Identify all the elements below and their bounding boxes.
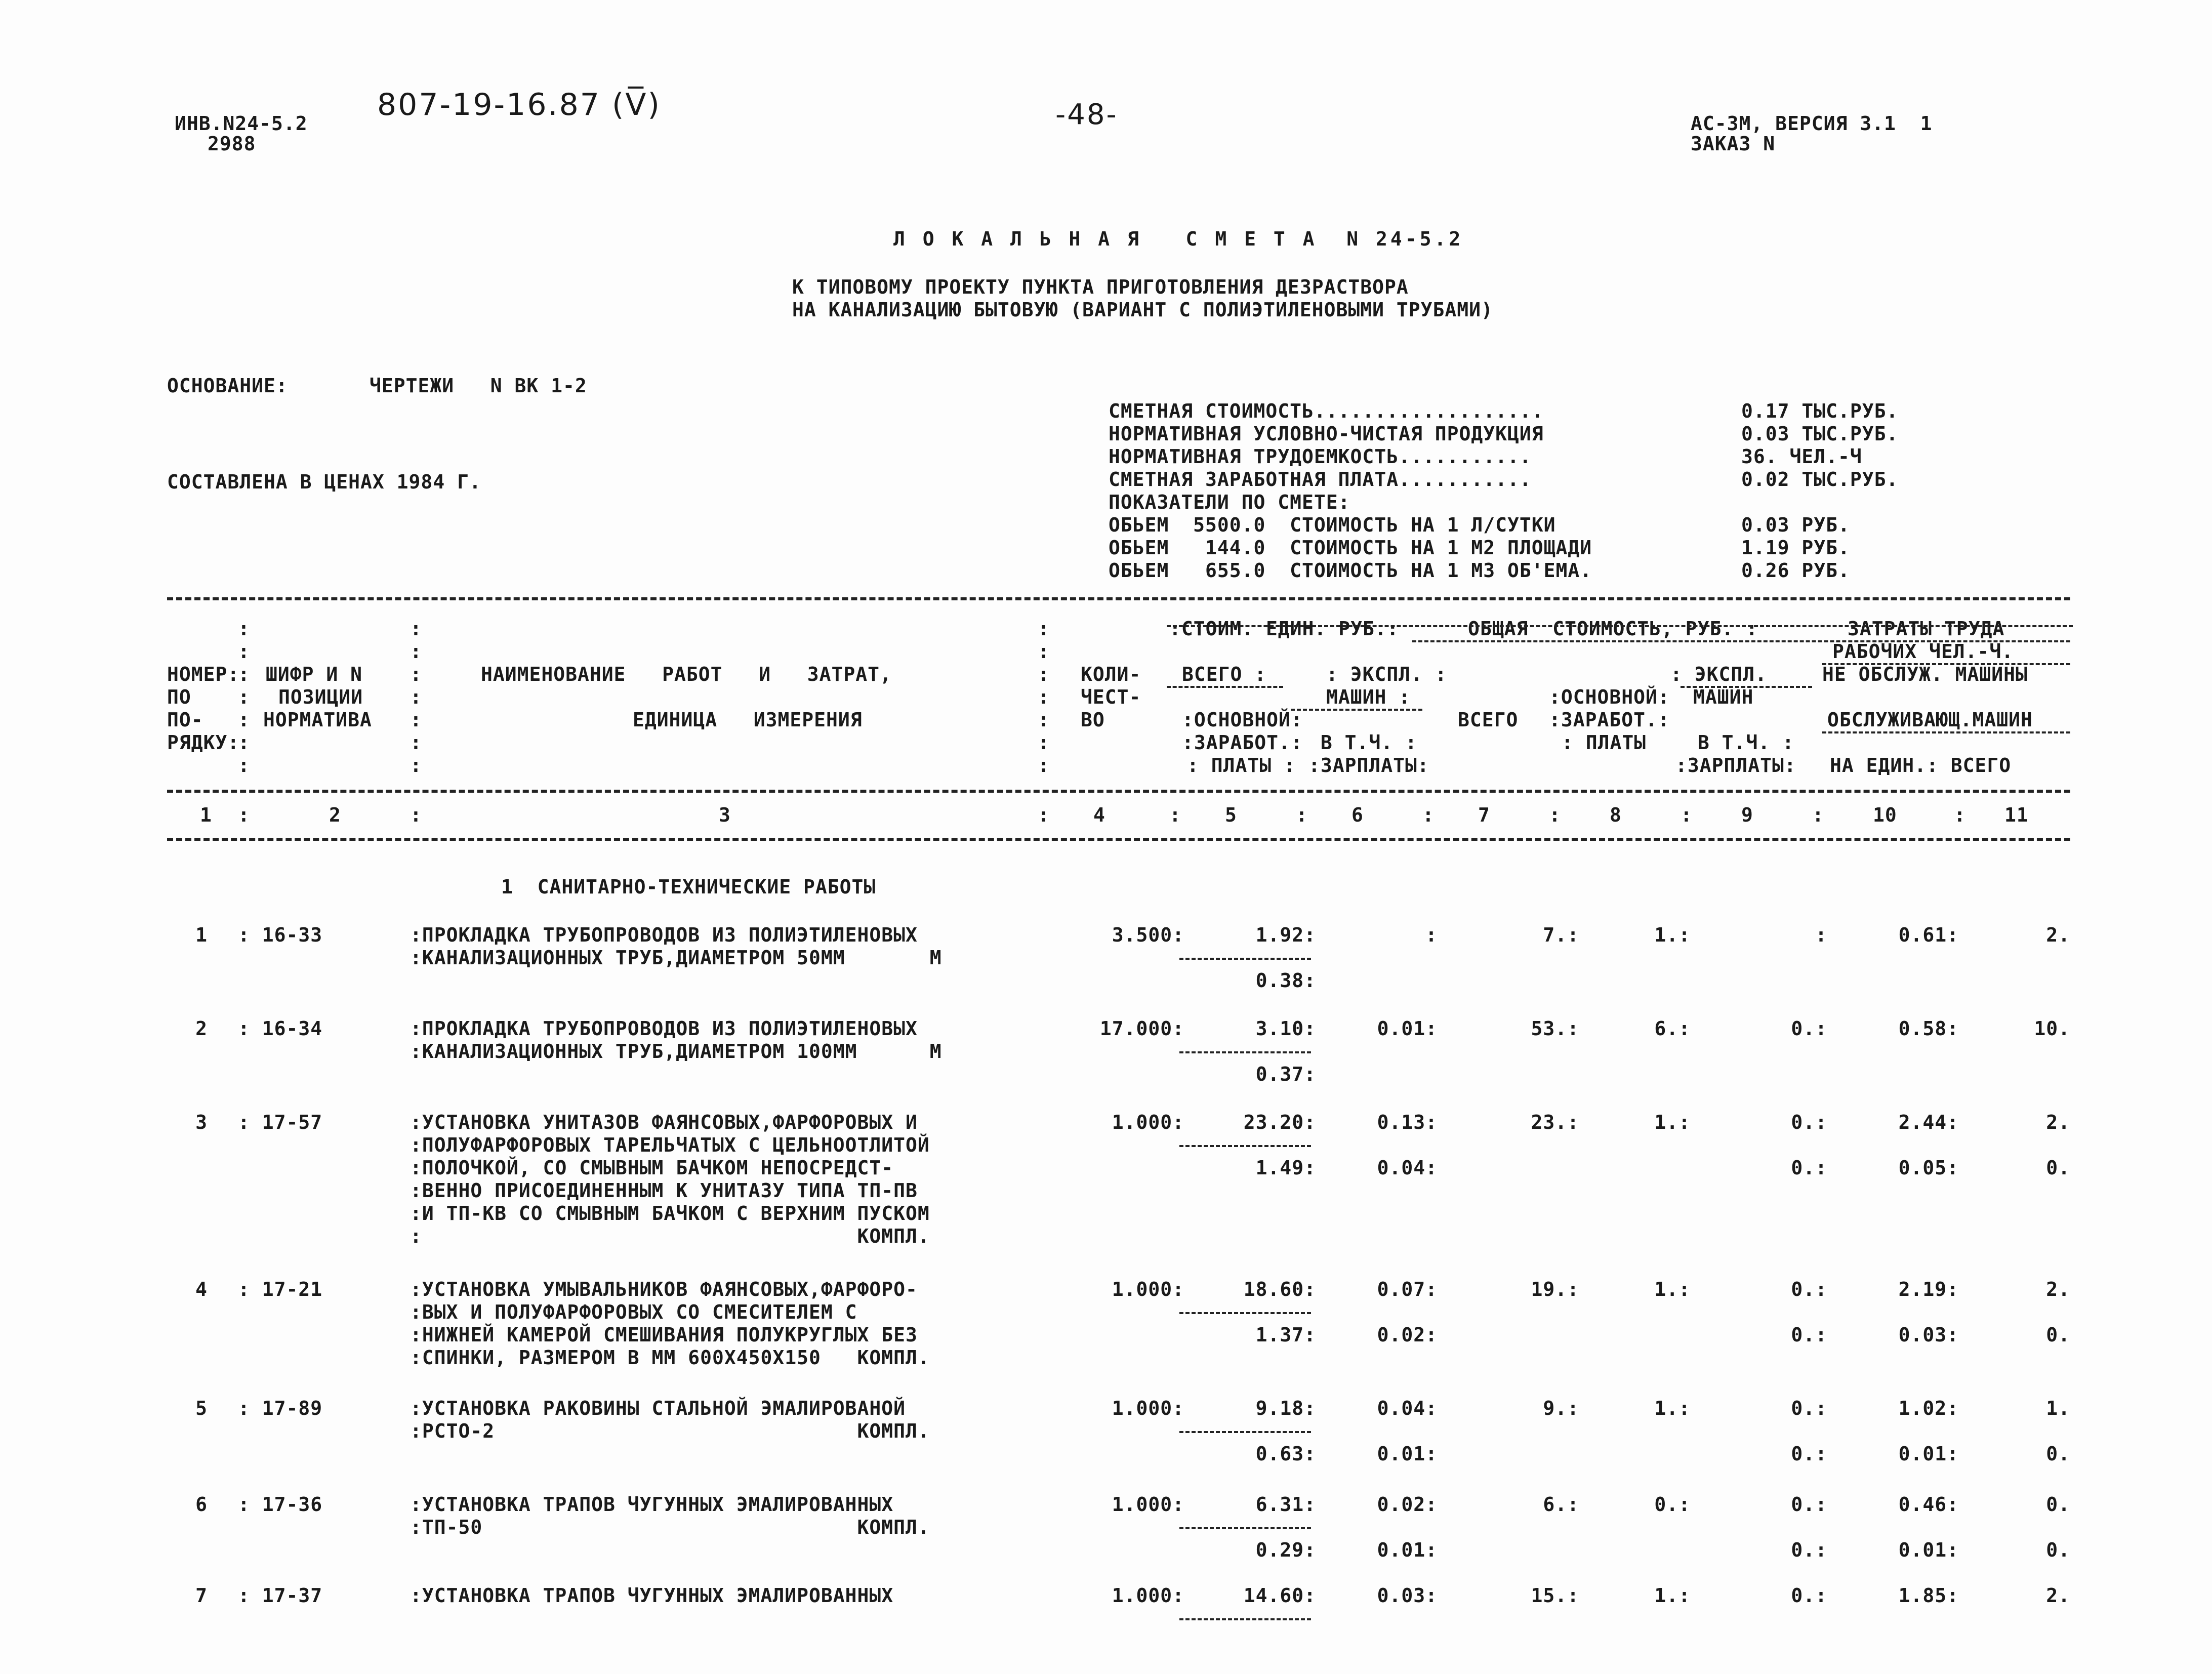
total-cost: 15.:	[1531, 1584, 1579, 1607]
labor-total-machines: 0.	[2046, 1443, 2070, 1465]
row-sub-rule	[1179, 1431, 1311, 1433]
column-separator: :	[410, 754, 422, 777]
row-sub-rule	[1179, 1145, 1311, 1147]
work-name: :РСТО-2 КОМПЛ.	[410, 1420, 930, 1442]
header-row-number: НОМЕР:	[167, 663, 240, 685]
header-incl: В Т.Ч. :	[1308, 731, 1417, 754]
labor-per-unit: 2.44:	[1898, 1111, 1959, 1133]
summary-value: 0.26 РУБ.	[1741, 559, 1850, 582]
total-wages: 1.:	[1654, 1584, 1691, 1607]
total-wages: 0.:	[1654, 1493, 1691, 1516]
row-number: 2	[195, 1017, 208, 1040]
column-separator: :	[1812, 804, 1824, 826]
work-name: :ПОЛУФАРФОРОВЫХ ТАРЕЛЬЧАТЫХ С ЦЕЛЬНООТЛИТОЙ	[410, 1134, 930, 1156]
total-op-wages: 0.:	[1791, 1157, 1827, 1179]
column-number: 4	[1093, 804, 1105, 826]
summary-label: СМЕТНАЯ СТОИМОСТЬ...................	[1109, 400, 1544, 422]
total-cost: 19.:	[1531, 1278, 1579, 1300]
work-name: :ПРОКЛАДКА ТРУБОПРОВОДОВ ИЗ ПОЛИЭТИЛЕНОВЫХ	[410, 924, 918, 946]
column-separator: :	[1296, 804, 1308, 826]
norm-code: : 17-21	[238, 1278, 323, 1300]
handwritten-project-code: 807-19-16.87 (V̅)	[377, 87, 661, 123]
total-op-wages: 0.:	[1791, 1539, 1827, 1561]
header-total-7: ВСЕГО	[1458, 709, 1519, 731]
total-cost: 7.:	[1543, 924, 1579, 946]
basis-label: ОСНОВАНИЕ:	[167, 375, 288, 397]
unit-cost-total: 9.18:	[1255, 1397, 1316, 1419]
summary-value: 0.03 РУБ.	[1741, 514, 1850, 536]
header-rule-bottom	[167, 838, 2070, 841]
work-name: :УСТАНОВКА УМЫВАЛЬНИКОВ ФАЯНСОВЫХ,ФАРФОРО-	[410, 1278, 918, 1300]
total-operation: 0.:	[1791, 1397, 1827, 1419]
row-sub-rule	[1179, 1051, 1311, 1053]
work-name: :ВЫХ И ПОЛУФАРФОРОВЫХ СО СМЕСИТЕЛЕМ С	[410, 1301, 857, 1323]
column-number: 9	[1741, 804, 1753, 826]
header-labor-sub: РАБОЧИХ ЧЕЛ.-Ч.	[1832, 640, 2014, 663]
column-number: 10	[1873, 804, 1897, 826]
column-separator: :	[238, 731, 250, 754]
column-number: 2	[329, 804, 341, 826]
total-op-wages: 0.:	[1791, 1324, 1827, 1346]
row-number: 3	[195, 1111, 208, 1133]
column-number: 11	[2004, 804, 2029, 826]
unit-cost-wages: 1.49:	[1255, 1157, 1316, 1179]
labor-total: 1.	[2046, 1397, 2070, 1419]
labor-total: 10.	[2034, 1017, 2070, 1040]
row-number: 7	[195, 1584, 208, 1607]
unit-cost-wages: 0.38:	[1255, 969, 1316, 992]
header-unit-cost: :СТОИМ. ЕДИН. РУБ.:	[1169, 618, 1399, 640]
column-separator: :	[1038, 618, 1050, 640]
unit-cost-operation: 0.03:	[1377, 1584, 1438, 1607]
header-salaries-9: :ЗАРПЛАТЫ:	[1675, 754, 1796, 777]
header-quantity: ЧЕСТ-	[1081, 686, 1141, 708]
row-number: 4	[195, 1278, 208, 1300]
work-name: :СПИНКИ, РАЗМЕРОМ В ММ 600Х450Х150 КОМПЛ.	[410, 1346, 930, 1369]
unit-cost-wages: 1.37:	[1255, 1324, 1316, 1346]
header-name: НАИМЕНОВАНИЕ РАБОТ И ЗАТРАТ,	[481, 663, 892, 685]
header-sub-rule	[1822, 731, 2070, 733]
labor-total: 2.	[2046, 1111, 2070, 1133]
summary-label: НОРМАТИВНАЯ УСЛОВНО-ЧИСТАЯ ПРОДУКЦИЯ	[1109, 423, 1544, 445]
work-name: :ТП-50 КОМПЛ.	[410, 1516, 930, 1538]
column-separator: :	[1038, 640, 1050, 663]
header-basic: :ОСНОВНОЙ:	[1182, 709, 1303, 731]
column-separator: :	[1038, 754, 1050, 777]
work-name: :КАНАЛИЗАЦИОННЫХ ТРУБ,ДИАМЕТРОМ 50ММ М	[410, 947, 942, 969]
work-name: :УСТАНОВКА ТРАПОВ ЧУГУННЫХ ЭМАЛИРОВАННЫХ	[410, 1493, 894, 1516]
summary-value: 0.17 ТЫС.РУБ.	[1741, 400, 1899, 422]
column-number: 8	[1610, 804, 1622, 826]
header-labor-sub: НА ЕДИН.: ВСЕГО	[1830, 754, 2012, 777]
norm-code: : 17-57	[238, 1111, 323, 1133]
header-incl-9: В Т.Ч. :	[1686, 731, 1794, 754]
total-cost: 6.:	[1543, 1493, 1579, 1516]
quantity: 1.000:	[1112, 1111, 1184, 1133]
labor-total: 0.	[2046, 1493, 2070, 1516]
total-operation: 0.:	[1791, 1017, 1827, 1040]
row-sub-rule	[1179, 1527, 1311, 1529]
labor-total-machines: 0.	[2046, 1324, 2070, 1346]
labor-per-unit: 0.46:	[1898, 1493, 1959, 1516]
column-separator: :	[1038, 663, 1050, 685]
header-basic-8: :ОСНОВНОЙ:	[1549, 686, 1670, 708]
column-separator: :	[410, 663, 422, 685]
header-pay-8: : ПЛАТЫ	[1562, 731, 1647, 754]
norm-code: : 16-34	[238, 1017, 323, 1040]
unit-cost-op-wages: 0.04:	[1377, 1157, 1438, 1179]
column-separator: :	[238, 804, 250, 826]
column-separator: :	[238, 754, 250, 777]
column-separator: :	[238, 663, 250, 685]
work-name: :ПОЛОЧКОЙ, СО СМЫВНЫМ БАЧКОМ НЕПОСРЕДСТ-	[410, 1157, 894, 1179]
row-number: 6	[195, 1493, 208, 1516]
labor-per-unit-machines: 0.03:	[1898, 1324, 1959, 1346]
work-name: :УСТАНОВКА ТРАПОВ ЧУГУННЫХ ЭМАЛИРОВАННЫХ	[410, 1584, 894, 1607]
work-name: :УСТАНОВКА РАКОВИНЫ СТАЛЬНОЙ ЭМАЛИРОВАНОЙ	[410, 1397, 906, 1419]
summary-value: 0.02 ТЫС.РУБ.	[1741, 468, 1899, 491]
unit-cost-operation: 0.07:	[1377, 1278, 1438, 1300]
column-separator: :	[1038, 686, 1050, 708]
unit-cost-total: 23.20:	[1243, 1111, 1316, 1133]
summary-label: ОБЬЕМ 144.0 СТОИМОСТЬ НА 1 М2 ПЛОЩАДИ	[1109, 537, 1592, 559]
unit-cost-wages: 0.37:	[1255, 1063, 1316, 1085]
unit-cost-wages: 0.29:	[1255, 1539, 1316, 1561]
header-pay: : ПЛАТЫ :	[1187, 754, 1296, 777]
summary-label: НОРМАТИВНАЯ ТРУДОЕМКОСТЬ...........	[1109, 445, 1532, 468]
summary-label: ОБЬЕМ 5500.0 СТОИМОСТЬ НА 1 Л/СУТКИ	[1109, 514, 1556, 536]
labor-total-machines: 0.	[2046, 1539, 2070, 1561]
header-sub-rule	[1291, 709, 1422, 711]
column-separator: :	[410, 618, 422, 640]
header-code: ШИФР И N	[266, 663, 363, 685]
labor-total: 2.	[2046, 1278, 2070, 1300]
total-wages: 1.:	[1654, 1278, 1691, 1300]
header-sub-rule	[1167, 686, 1283, 688]
basis-value: ЧЕРТЕЖИ N ВК 1-2	[370, 375, 587, 397]
total-cost: 53.:	[1531, 1017, 1579, 1040]
labor-per-unit: 1.02:	[1898, 1397, 1959, 1419]
labor-per-unit: 1.85:	[1898, 1584, 1959, 1607]
column-separator: :	[238, 686, 250, 708]
total-wages: 1.:	[1654, 1397, 1691, 1419]
total-operation: 0.:	[1791, 1493, 1827, 1516]
unit-cost-op-wages: 0.01:	[1377, 1443, 1438, 1465]
labor-per-unit: 2.19:	[1898, 1278, 1959, 1300]
header-wages-8: :ЗАРАБОТ.:	[1549, 709, 1670, 731]
norm-code: : 17-36	[238, 1493, 323, 1516]
row-sub-rule	[1179, 1618, 1311, 1620]
unit-cost-total: 1.92:	[1255, 924, 1316, 946]
column-separator: :	[1038, 804, 1050, 826]
column-number: 6	[1351, 804, 1364, 826]
column-separator: :	[1038, 731, 1050, 754]
row-number: 5	[195, 1397, 208, 1419]
header-rule-top	[167, 597, 2070, 600]
work-name: :И ТП-КВ СО СМЫВНЫМ БАЧКОМ С ВЕРХНИМ ПУСКОМ	[410, 1202, 930, 1224]
page-number: -48-	[1055, 98, 1118, 131]
labor-per-unit: 0.58:	[1898, 1017, 1959, 1040]
total-cost: 9.:	[1543, 1397, 1579, 1419]
document-title: Л О К А Л Ь Н А Я С М Е Т А N 24-5.2	[893, 228, 1464, 250]
header-rule-mid	[167, 790, 2070, 793]
norm-code: : 17-37	[238, 1584, 323, 1607]
inventory-code: 2988	[208, 133, 256, 155]
unit-cost-wages: 0.63:	[1255, 1443, 1316, 1465]
column-separator: :	[410, 640, 422, 663]
summary-label: ПОКАЗАТЕЛИ ПО СМЕТЕ:	[1109, 491, 1350, 513]
column-number: 1	[200, 804, 212, 826]
column-separator: :	[1422, 804, 1435, 826]
labor-total: 2.	[2046, 924, 2070, 946]
header-total: ВСЕГО :	[1182, 663, 1267, 685]
work-name: :НИЖНЕЙ КАМЕРОЙ СМЕШИВАНИЯ ПОЛУКРУГЛЫХ БЕЗ	[410, 1324, 918, 1346]
column-separator: :	[1549, 804, 1561, 826]
header-operation-9: : ЭКСПЛ.	[1670, 663, 1768, 685]
total-wages: 6.:	[1654, 1017, 1691, 1040]
unit-cost-operation: 0.01:	[1377, 1017, 1438, 1040]
work-name: :ВЕННО ПРИСОЕДИНЕННЫМ К УНИТАЗУ ТИПА ТП-ПВ	[410, 1179, 918, 1202]
header-machines-9: МАШИН	[1693, 686, 1754, 708]
total-wages: 1.:	[1654, 924, 1691, 946]
column-separator: :	[238, 640, 250, 663]
unit-cost-total: 3.10:	[1255, 1017, 1316, 1040]
labor-per-unit-machines: 0.01:	[1898, 1443, 1959, 1465]
unit-cost-total: 14.60:	[1243, 1584, 1316, 1607]
unit-cost-op-wages: 0.02:	[1377, 1324, 1438, 1346]
labor-total: 2.	[2046, 1584, 2070, 1607]
row-number: 1	[195, 924, 208, 946]
header-row-number: ПО	[167, 686, 191, 708]
unit-cost-op-wages: 0.01:	[1377, 1539, 1438, 1561]
quantity: 17.000:	[1099, 1017, 1184, 1040]
unit-cost-operation: :	[1425, 924, 1438, 946]
row-sub-rule	[1179, 958, 1311, 960]
section-title: 1 САНИТАРНО-ТЕХНИЧЕСКИЕ РАБОТЫ	[501, 876, 876, 898]
column-number: 3	[719, 804, 731, 826]
header-code: НОРМАТИВА	[263, 709, 372, 731]
unit-cost-total: 18.60:	[1243, 1278, 1316, 1300]
column-separator: :	[410, 709, 422, 731]
total-op-wages: 0.:	[1791, 1443, 1827, 1465]
column-separator: :	[1954, 804, 1966, 826]
column-separator: :	[238, 709, 250, 731]
quantity: 1.000:	[1112, 1493, 1184, 1516]
column-separator: :	[410, 804, 422, 826]
labor-per-unit: 0.61:	[1898, 924, 1959, 946]
quantity: 1.000:	[1112, 1278, 1184, 1300]
inventory-number: ИНВ.N24-5.2	[175, 112, 308, 135]
document-subtitle-1: К ТИПОВОМУ ПРОЕКТУ ПУНКТА ПРИГОТОВЛЕНИЯ ДЕЗРАСТВОРА	[792, 276, 1409, 298]
column-separator: :	[410, 731, 422, 754]
order-number: ЗАКАЗ N	[1691, 133, 1776, 155]
header-quantity: ВО	[1081, 709, 1105, 731]
unit-cost-operation: 0.13:	[1377, 1111, 1438, 1133]
header-row-number: РЯДКУ:	[167, 731, 240, 754]
header-code: ПОЗИЦИИ	[278, 686, 363, 708]
labor-per-unit-machines: 0.01:	[1898, 1539, 1959, 1561]
header-wages: :ЗАРАБОТ.:	[1182, 731, 1303, 754]
program-version: АС-3М, ВЕРСИЯ 3.1 1	[1691, 112, 1933, 135]
unit-cost-operation: 0.04:	[1377, 1397, 1438, 1419]
price-basis: СОСТАВЛЕНА В ЦЕНАХ 1984 Г.	[167, 471, 481, 493]
header-operation: : ЭКСПЛ. :	[1326, 663, 1447, 685]
norm-code: : 16-33	[238, 924, 323, 946]
header-salaries: :ЗАРПЛАТЫ:	[1308, 754, 1429, 777]
total-operation: 0.:	[1791, 1584, 1827, 1607]
work-name: :ПРОКЛАДКА ТРУБОПРОВОДОВ ИЗ ПОЛИЭТИЛЕНОВЫХ	[410, 1017, 918, 1040]
column-separator: :	[238, 618, 250, 640]
work-name: :КАНАЛИЗАЦИОННЫХ ТРУБ,ДИАМЕТРОМ 100ММ М	[410, 1040, 942, 1063]
header-machines: МАШИН :	[1326, 686, 1411, 708]
summary-label: ОБЬЕМ 655.0 СТОИМОСТЬ НА 1 М3 ОБ'ЕМА.	[1109, 559, 1592, 582]
labor-total-machines: 0.	[2046, 1157, 2070, 1179]
header-quantity: КОЛИ-	[1081, 663, 1141, 685]
column-number: 7	[1478, 804, 1490, 826]
column-number: 5	[1225, 804, 1237, 826]
header-sub-rule	[1412, 640, 2070, 642]
total-wages: 1.:	[1654, 1111, 1691, 1133]
work-name: :УСТАНОВКА УНИТАЗОВ ФАЯНСОВЫХ,ФАРФОРОВЫХ И	[410, 1111, 918, 1133]
total-operation: 0.:	[1791, 1111, 1827, 1133]
document-subtitle-2: НА КАНАЛИЗАЦИЮ БЫТОВУЮ (ВАРИАНТ С ПОЛИЭТИЛЕНОВЫМИ ТРУБАМИ)	[792, 299, 1493, 321]
summary-label: СМЕТНАЯ ЗАРАБОТНАЯ ПЛАТА...........	[1109, 468, 1532, 491]
column-separator: :	[410, 686, 422, 708]
total-operation: :	[1815, 924, 1827, 946]
header-sub-rule	[1681, 686, 1812, 688]
row-sub-rule	[1179, 1312, 1311, 1314]
summary-value: 0.03 ТЫС.РУБ.	[1741, 423, 1899, 445]
norm-code: : 17-89	[238, 1397, 323, 1419]
quantity: 3.500:	[1112, 924, 1184, 946]
column-separator: :	[1681, 804, 1693, 826]
header-sub-rule	[1167, 625, 2073, 627]
header-sub-rule	[1822, 663, 2070, 665]
summary-value: 36. ЧЕЛ.-Ч	[1741, 445, 1862, 468]
work-name: : КОМПЛ.	[410, 1225, 930, 1247]
header-labor: ЗАТРАТЫ ТРУДА	[1848, 618, 2005, 640]
labor-per-unit-machines: 0.05:	[1898, 1157, 1959, 1179]
header-total-cost: ОБЩАЯ СТОИМОСТЬ, РУБ. :	[1468, 618, 1758, 640]
total-cost: 23.:	[1531, 1111, 1579, 1133]
summary-value: 1.19 РУБ.	[1741, 537, 1850, 559]
header-row-number: ПО-	[167, 709, 203, 731]
unit-cost-total: 6.31:	[1255, 1493, 1316, 1516]
quantity: 1.000:	[1112, 1397, 1184, 1419]
column-separator: :	[1169, 804, 1181, 826]
header-labor-sub: ОБСЛУЖИВАЮЩ.МАШИН	[1827, 709, 2033, 731]
header-unit: ЕДИНИЦА ИЗМЕРЕНИЯ	[633, 709, 863, 731]
quantity: 1.000:	[1112, 1584, 1184, 1607]
column-separator: :	[1038, 709, 1050, 731]
total-operation: 0.:	[1791, 1278, 1827, 1300]
header-labor-sub: НЕ ОБСЛУЖ. МАШИНЫ	[1822, 663, 2028, 685]
unit-cost-operation: 0.02:	[1377, 1493, 1438, 1516]
